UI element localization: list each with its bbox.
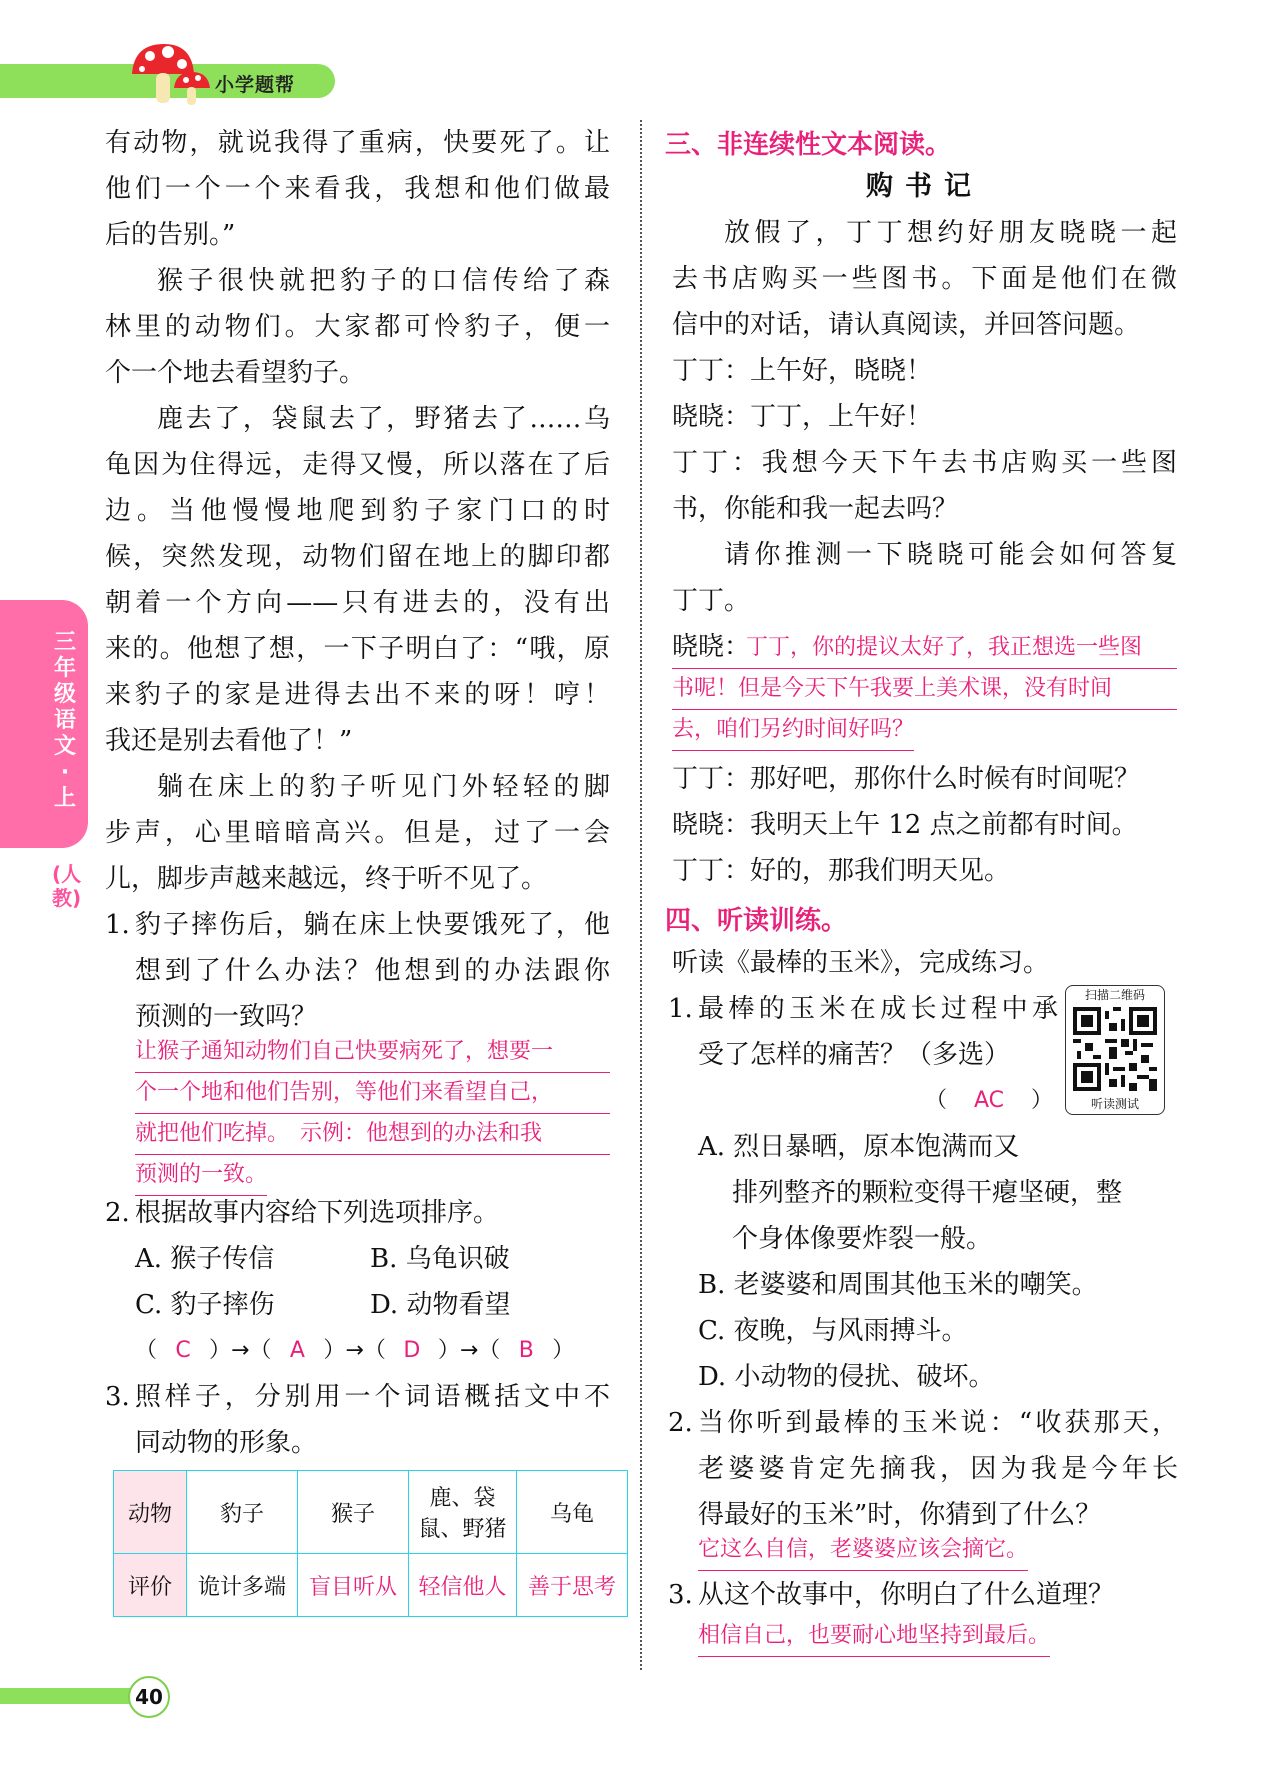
qr-code[interactable]: 扫描二维码 听读测试 (1065, 985, 1165, 1115)
side-tab-label: 三年级语文·上 (53, 630, 76, 811)
listen-intro: 听读《最棒的玉米》，完成练习。 (672, 948, 1050, 978)
animal-table (113, 1470, 628, 1617)
order-answer-4[interactable]: B (518, 1338, 534, 1363)
listen-q2: 当你听到最棒的玉米说：“收获那天， 老婆婆肯定先摘我，因为我是今年长 得最好的玉米”时，你猜到了什么？ (698, 1408, 1178, 1530)
listen-q1-answer-box: （ AC ） (925, 1078, 1053, 1124)
prompt-paragraph: 请你推测一下晓晓可能会如何答复 丁丁。 (672, 540, 1177, 616)
story-paragraph-3: 鹿去了，袋鼠去了，野猪去了……乌 龟因为住得远，走得又慢，所以落在了后 边。当他慢慢地爬到豹子家门口的时 候，突然发现，动物们留在地上的脚印都 朝着一个方向——只有进去的，没有出 来的。他想了想，一下子明白了：“哦，原 来豹子的家是进得去出不来的呀！哼！ 我还是别去看他了！” (105, 404, 610, 756)
story-paragraph-1: 有动物，就说我得了重病，快要死了。让 他们一个一个来看我，我想和他们做最 后的告别。” (105, 128, 610, 250)
option-c: C. 豹子摔伤 (135, 1290, 275, 1320)
option-a: A. 猴子传信 (135, 1244, 275, 1274)
listen-q3: 从这个故事中，你明白了什么道理？ (698, 1580, 1115, 1610)
reply-label: 晓晓： (672, 632, 751, 662)
section-4-heading: 四、听读训练。 (665, 906, 848, 936)
story-paragraph-2: 猴子很快就把豹子的口信传给了森 林里的动物们。大家都可怜豹子，便一 个一个地去看望豹子。 (105, 266, 610, 388)
column-divider (640, 120, 642, 1670)
question-1-answer[interactable]: 让猴子通知动物们自己快要病死了，想要一 个一个地和他们告别，等他们来看望自己， 就把他们吃掉。 示例：他想到的办法和我 预测的一致。 (135, 1032, 610, 1196)
listen-q1-number: 1. (668, 994, 693, 1024)
passage-title: 购书记 (866, 171, 983, 202)
section-3-heading: 三、非连续性文本阅读。 (665, 130, 952, 160)
option-a: A. 烈日暴晒，原本饱满而又 (698, 1132, 1020, 1162)
reply-answer[interactable]: 丁丁，你的提议太好了，我正想选一些图 书呢！但是今天下午我要上美术课，没有时间 去，咱们另约时间好吗？ (672, 628, 1177, 751)
intro-paragraph: 放假了，丁丁想约好朋友晓晓一起 去书店购买一些图书。下面是他们在微 信中的对话，请认真阅读，并回答问题。 (672, 218, 1177, 340)
listen-q3-answer[interactable]: 相信自己，也要耐心地坚持到最后。 (698, 1616, 1050, 1657)
qr-code-icon (1073, 1007, 1157, 1091)
story-paragraph-4: 躺在床上的豹子听见门外轻轻的脚 步声，心里暗暗高兴。但是，过了一会 儿，脚步声越来越远，终于听不见了。 (105, 772, 610, 894)
page-number: 40 (128, 1676, 170, 1718)
question-2-text: 根据故事内容给下列选项排序。 (135, 1198, 500, 1228)
order-answer-3[interactable]: D (403, 1338, 421, 1363)
order-answer-row: （ C ）→（ A ）→（ D ）→（ B ） (135, 1328, 595, 1374)
footer-bar (0, 1688, 140, 1704)
listen-q2-number: 2. (668, 1408, 693, 1438)
option-b: B. 老婆婆和周围其他玉米的嘲笑。 (698, 1270, 1098, 1300)
side-tab-edition: (人教) (52, 862, 82, 910)
dialog-block-2: 丁丁：那好吧，那你什么时候有时间呢？ 晓晓：我明天上午 12 点之前都有时间。 丁丁：好的，那我们明天见。 (672, 764, 1141, 886)
question-3: 照样子，分别用一个词语概括文中不 同动物的形象。 (135, 1382, 610, 1458)
option-b: B. 乌龟识破 (370, 1244, 510, 1274)
option-d: D. 动物看望 (370, 1290, 511, 1320)
question-1: 豹子摔伤后，躺在床上快要饿死了，他 想到了什么办法？他想到的办法跟你 预测的一致吗？ (135, 910, 610, 1032)
listen-q3-number: 3. (668, 1580, 693, 1610)
mushroom-logo-icon (128, 40, 212, 110)
option-d: D. 小动物的侵扰、破坏。 (698, 1362, 995, 1392)
listen-q2-answer[interactable]: 它这么自信，老婆婆应该会摘它。 (698, 1530, 1028, 1571)
question-3-number: 3. (105, 1382, 130, 1412)
order-answer-1[interactable]: C (175, 1338, 191, 1363)
brand-title: 小学题帮 (215, 74, 296, 96)
order-answer-2[interactable]: A (289, 1338, 305, 1363)
table-row: 评价 诡计多端 盲目听从 轻信他人 善于思考 (114, 1554, 628, 1617)
dialog-block-1: 丁丁：上午好，晓晓！ 晓晓：丁丁，上午好！ 丁丁：我想今天下午去书店购买一些图 书，你能和我一起去吗？ (672, 356, 1177, 524)
listen-q1-options: A. 烈日暴晒，原本饱满而又 排列整齐的颗粒变得干瘪坚硬，整 个身体像要炸裂一般。 B. 老婆婆和周围其他玉米的嘲笑。 C. 夜晚，与风雨搏斗。 D. 小动物的侵扰、破坏。 (698, 1124, 1178, 1400)
question-2-number: 2. (105, 1198, 130, 1228)
table-row: 动物 豹子 猴子 鹿、袋鼠、野猪 乌龟 (114, 1471, 628, 1554)
question-1-number: 1. (105, 910, 130, 940)
listen-q1: 最棒的玉米在成长过程中承 受了怎样的痛苦？（多选） (698, 994, 1058, 1070)
option-c: C. 夜晚，与风雨搏斗。 (698, 1316, 968, 1346)
listen-q1-answer[interactable]: AC (973, 1088, 1005, 1113)
